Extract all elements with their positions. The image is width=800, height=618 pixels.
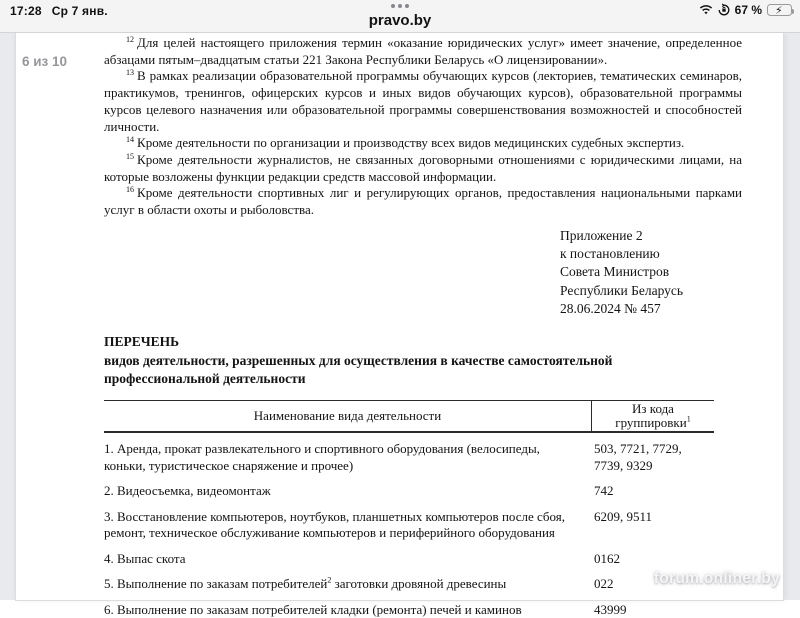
annex-line: Совета Министров [560, 263, 683, 281]
column-header-code [592, 401, 714, 431]
document-body [16, 33, 783, 600]
code-cell: 6209, 9511 [592, 509, 714, 542]
address-bar-title[interactable]: pravo.by [369, 12, 432, 29]
battery-icon [767, 4, 792, 16]
dot-icon [398, 4, 402, 8]
multitasking-dots-button[interactable] [391, 4, 409, 8]
annex-line: 28.06.2024 № 457 [560, 300, 683, 318]
footnote-paragraph: $^{13}$ В рамках реализации образовательной программы обучающих курсов (лекториев, тематических семинаров, практикумов, тренингов, офицерских курсов и иных видов обучающих курсов), образовательной программы курсов целевого назначения или образовательной программы совершенствования возможностей и способностей личности. [104, 68, 742, 135]
code-cell: 0162 [592, 551, 714, 568]
date-label: Ср 7 янв. [52, 4, 108, 18]
footnote-ref: 2 [327, 576, 331, 585]
activity-name-cell: 6. Выполнение по заказам потребителей кладки (ремонта) печей и каминов [104, 602, 592, 618]
activity-name-cell: 5. Выполнение по заказам потребителей$^2$ заготовки дровяной древесины [104, 576, 592, 593]
rotation-lock-icon [718, 4, 730, 16]
document-heading [104, 333, 742, 389]
table-row [104, 509, 714, 542]
dot-icon [405, 4, 409, 8]
status-left [10, 4, 108, 18]
annex-line: Республики Беларусь [560, 282, 683, 300]
code-cell: 43999 [592, 602, 714, 618]
pdf-page [16, 33, 783, 600]
annex-line: Приложение 2 [560, 227, 683, 245]
footnote-number: 13 [126, 68, 134, 77]
battery-tip [792, 9, 794, 14]
code-cell: 022 [592, 576, 714, 593]
activity-name-cell: 3. Восстановление компьютеров, ноутбуков, планшетных компьютеров после сбоя, ремонт, техническое обслуживание компьютеров и периферийного оборудования [104, 509, 592, 542]
footnote-paragraph: $^{15}$ Кроме деятельности журналистов, не связанных договорными отношениями с юридическими лицами, на которые возложены функции редакции средств массовой информации. [104, 152, 742, 185]
dot-icon [391, 4, 395, 8]
column-header-activity: Наименование вида деятельности [104, 401, 592, 431]
table-row [104, 602, 714, 618]
table-header-row [104, 400, 714, 433]
column-header-code-line2: группировки$^1$ [615, 416, 690, 431]
activities-table [104, 400, 714, 618]
table-body [104, 441, 714, 618]
table-row [104, 483, 714, 500]
footnote-ref: 1 [687, 415, 691, 424]
wifi-icon [699, 5, 713, 16]
footnote-number: 14 [126, 135, 134, 144]
column-header-code-line1: Из кода [632, 402, 674, 417]
activity-name-cell: 2. Видеосъемка, видеомонтаж [104, 483, 592, 500]
footnotes [104, 35, 742, 219]
footnote-paragraph: $^{14}$ Кроме деятельности по организации и производству всех видов медицинских судебных экспертиз. [104, 135, 742, 152]
activity-name-cell: 4. Выпас скота [104, 551, 592, 568]
watermark: forum.onliner.by [654, 570, 780, 588]
footnote-number: 12 [126, 35, 134, 44]
pdf-viewer-content[interactable] [0, 33, 800, 600]
activity-name-cell: 1. Аренда, прокат развлекательного и спортивного оборудования (велосипеды, коньки, туристическое снаряжение и прочее) [104, 441, 592, 474]
footnote-number: 16 [126, 185, 134, 194]
table-row [104, 441, 714, 474]
code-cell: 742 [592, 483, 714, 500]
code-cell: 503, 7721, 7729, 7739, 9329 [592, 441, 714, 474]
footnote-paragraph: $^{12}$ Для целей настоящего приложения термин «оказание юридических услуг» имеет значение, определенное абзацами пятым–двадцатым статьи 221 Закона Республики Беларусь «О лицензировании». [104, 35, 742, 68]
annex-line: к постановлению [560, 245, 683, 263]
page-indicator: 6 из 10 [22, 54, 67, 69]
heading-line: ПЕРЕЧЕНЬ [104, 333, 742, 352]
footnote-number: 15 [126, 152, 134, 161]
status-and-title-bar [0, 0, 800, 33]
heading-line: видов деятельности, разрешенных для осуществления в качестве самостоятельной [104, 352, 742, 371]
status-right [699, 3, 792, 17]
table-row [104, 551, 714, 568]
clock: 17:28 [10, 4, 42, 18]
charging-bolt-icon: ⚡ [775, 4, 783, 17]
footnote-paragraph: $^{16}$ Кроме деятельности спортивных лиг и регулирующих органов, предоставления национальными парками услуг в области охоты и рыболовства. [104, 185, 742, 218]
annex-block [560, 227, 683, 318]
battery-percent-label: 67 % [735, 3, 762, 17]
table-row [104, 576, 714, 593]
heading-line: профессиональной деятельности [104, 370, 742, 389]
